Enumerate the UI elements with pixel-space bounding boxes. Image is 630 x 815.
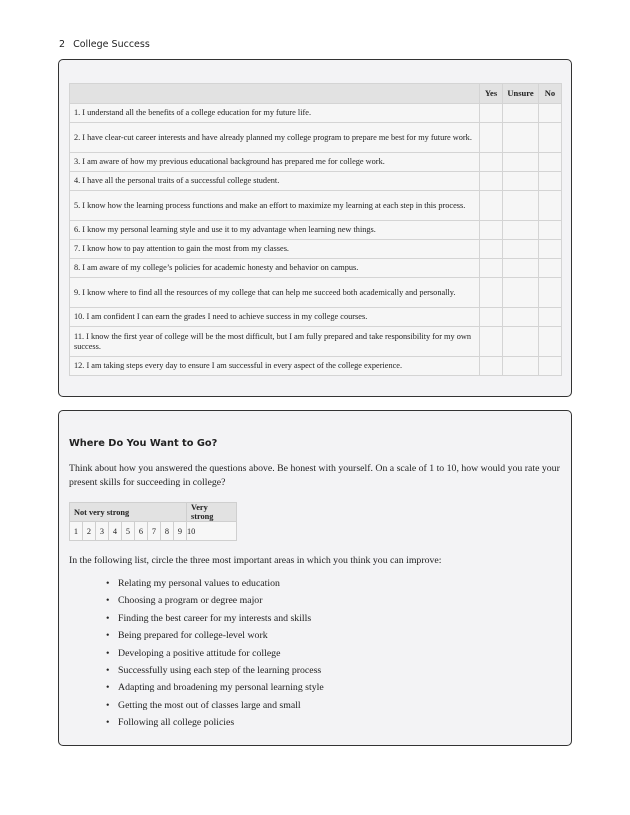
unsure-cell[interactable]	[503, 308, 539, 327]
yes-cell[interactable]	[480, 240, 503, 259]
scale-number[interactable]: 10	[187, 522, 237, 541]
list-item[interactable]	[106, 682, 324, 699]
statement-text: 6. I know my personal learning style and use it to my advantage when learning new things.	[70, 221, 480, 240]
statement-text: 7. I know how to pay attention to gain the most from my classes.	[70, 240, 480, 259]
list-item-label: Developing a positive attitude for college	[118, 647, 281, 659]
statement-text: 5. I know how the learning process functions and make an effort to maximize my learning at each step in this process.	[70, 191, 480, 221]
no-cell[interactable]	[539, 104, 562, 123]
bullet-icon: •	[106, 682, 110, 694]
no-cell[interactable]	[539, 153, 562, 172]
bullet-icon: •	[106, 630, 110, 642]
unsure-cell[interactable]	[503, 104, 539, 123]
list-item[interactable]	[106, 578, 324, 595]
scale-high-label: Very strong	[187, 503, 237, 522]
bullet-icon: •	[106, 664, 110, 676]
statement-text: 2. I have clear-cut career interests and have already planned my college program to prepare me best for my future work.	[70, 123, 480, 153]
table-row	[70, 327, 562, 357]
running-head	[59, 39, 150, 50]
table-row	[70, 240, 562, 259]
yes-cell[interactable]	[480, 221, 503, 240]
bullet-icon: •	[106, 717, 110, 729]
header-statement	[70, 84, 480, 104]
statement-text: 1. I understand all the benefits of a college education for my future life.	[70, 104, 480, 123]
scale-number[interactable]: 8	[161, 522, 174, 541]
yes-cell[interactable]	[480, 123, 503, 153]
scale-number[interactable]: 3	[96, 522, 109, 541]
unsure-cell[interactable]	[503, 240, 539, 259]
unsure-cell[interactable]	[503, 357, 539, 376]
list-item[interactable]	[106, 595, 324, 612]
header-unsure: Unsure	[503, 84, 539, 104]
scale-number[interactable]: 2	[83, 522, 96, 541]
unsure-cell[interactable]	[503, 327, 539, 357]
table-row	[70, 123, 562, 153]
yes-cell[interactable]	[480, 259, 503, 278]
unsure-cell[interactable]	[503, 123, 539, 153]
bullet-icon: •	[106, 578, 110, 589]
page-number: 2	[59, 39, 66, 50]
no-cell[interactable]	[539, 172, 562, 191]
list-item[interactable]	[106, 630, 324, 647]
scale-number[interactable]: 1	[70, 522, 83, 541]
bullet-icon: •	[106, 647, 110, 659]
yes-cell[interactable]	[480, 308, 503, 327]
unsure-cell[interactable]	[503, 278, 539, 308]
section-heading: Where Do You Want to Go?	[69, 438, 218, 449]
list-item-label: Relating my personal values to education	[118, 578, 280, 589]
statement-text: 3. I am aware of how my previous educational background has prepared me for college work.	[70, 153, 480, 172]
yes-cell[interactable]	[480, 278, 503, 308]
scale-number[interactable]: 4	[109, 522, 122, 541]
unsure-cell[interactable]	[503, 172, 539, 191]
where-do-you-want-to-go-box	[58, 410, 572, 746]
table-row	[70, 259, 562, 278]
yes-cell[interactable]	[480, 153, 503, 172]
statement-text: 12. I am taking steps every day to ensure I am successful in every aspect of the college experience.	[70, 357, 480, 376]
scale-number[interactable]: 7	[148, 522, 161, 541]
no-cell[interactable]	[539, 191, 562, 221]
yes-cell[interactable]	[480, 357, 503, 376]
list-item-label: Successfully using each step of the learning process	[118, 664, 322, 676]
unsure-cell[interactable]	[503, 259, 539, 278]
table-row	[70, 308, 562, 327]
improvement-areas-list	[106, 578, 324, 735]
no-cell[interactable]	[539, 308, 562, 327]
yes-cell[interactable]	[480, 327, 503, 357]
no-cell[interactable]	[539, 259, 562, 278]
list-item-label: Adapting and broadening my personal learning style	[118, 682, 324, 694]
table-row	[70, 172, 562, 191]
list-item-label: Being prepared for college-level work	[118, 630, 268, 642]
table-row	[70, 357, 562, 376]
scale-numbers-row	[70, 522, 237, 541]
bullet-icon: •	[106, 595, 110, 607]
list-item[interactable]	[106, 648, 324, 665]
statement-text: 10. I am confident I can earn the grades I need to achieve success in my college courses.	[70, 308, 480, 327]
header-yes: Yes	[480, 84, 503, 104]
list-item-label: Choosing a program or degree major	[118, 595, 263, 607]
unsure-cell[interactable]	[503, 221, 539, 240]
table-row	[70, 104, 562, 123]
scale-number[interactable]: 9	[174, 522, 187, 541]
scale-number[interactable]: 5	[122, 522, 135, 541]
bullet-icon: •	[106, 612, 110, 624]
statement-text: 8. I am aware of my college’s policies for academic honesty and behavior on campus.	[70, 259, 480, 278]
unsure-cell[interactable]	[503, 153, 539, 172]
list-item-label: Getting the most out of classes large and small	[118, 699, 301, 711]
rating-scale-table	[69, 502, 237, 541]
list-intro: In the following list, circle the three most important areas in which you think you can improve:	[69, 555, 442, 566]
no-cell[interactable]	[539, 327, 562, 357]
yes-cell[interactable]	[480, 172, 503, 191]
table-row	[70, 278, 562, 308]
list-item-label: Following all college policies	[118, 717, 235, 729]
list-item[interactable]	[106, 700, 324, 717]
no-cell[interactable]	[539, 123, 562, 153]
no-cell[interactable]	[539, 240, 562, 259]
no-cell[interactable]	[539, 221, 562, 240]
intro-paragraph: Think about how you answered the questions above. Be honest with yourself. On a scale of 1 to 10, how would you rate your present skills for succeeding in college?	[69, 463, 560, 488]
table-row	[70, 221, 562, 240]
list-item-label: Finding the best career for my interests and skills	[118, 612, 312, 624]
no-cell[interactable]	[539, 357, 562, 376]
header-no: No	[539, 84, 562, 104]
table-row	[70, 153, 562, 172]
unsure-cell[interactable]	[503, 191, 539, 221]
list-item[interactable]	[106, 613, 324, 630]
scale-number[interactable]: 6	[135, 522, 148, 541]
table-row	[70, 191, 562, 221]
no-cell[interactable]	[539, 278, 562, 308]
statement-text: 9. I know where to find all the resources of my college that can help me succeed both academically and personally.	[70, 278, 480, 308]
yes-cell[interactable]	[480, 104, 503, 123]
list-item[interactable]	[106, 717, 324, 734]
statement-text: 11. I know the first year of college will be the most difficult, but I am fully prepared and take responsibility for my own success.	[70, 327, 480, 357]
running-head-title: College Success	[73, 39, 150, 50]
scale-header-row	[70, 503, 237, 522]
list-item[interactable]	[106, 665, 324, 682]
scale-low-label: Not very strong	[70, 503, 187, 522]
statement-text: 4. I have all the personal traits of a successful college student.	[70, 172, 480, 191]
table-header-row	[70, 84, 562, 104]
self-assessment-table	[69, 83, 562, 376]
bullet-icon: •	[106, 699, 110, 711]
yes-cell[interactable]	[480, 191, 503, 221]
self-assessment-box	[58, 59, 572, 397]
